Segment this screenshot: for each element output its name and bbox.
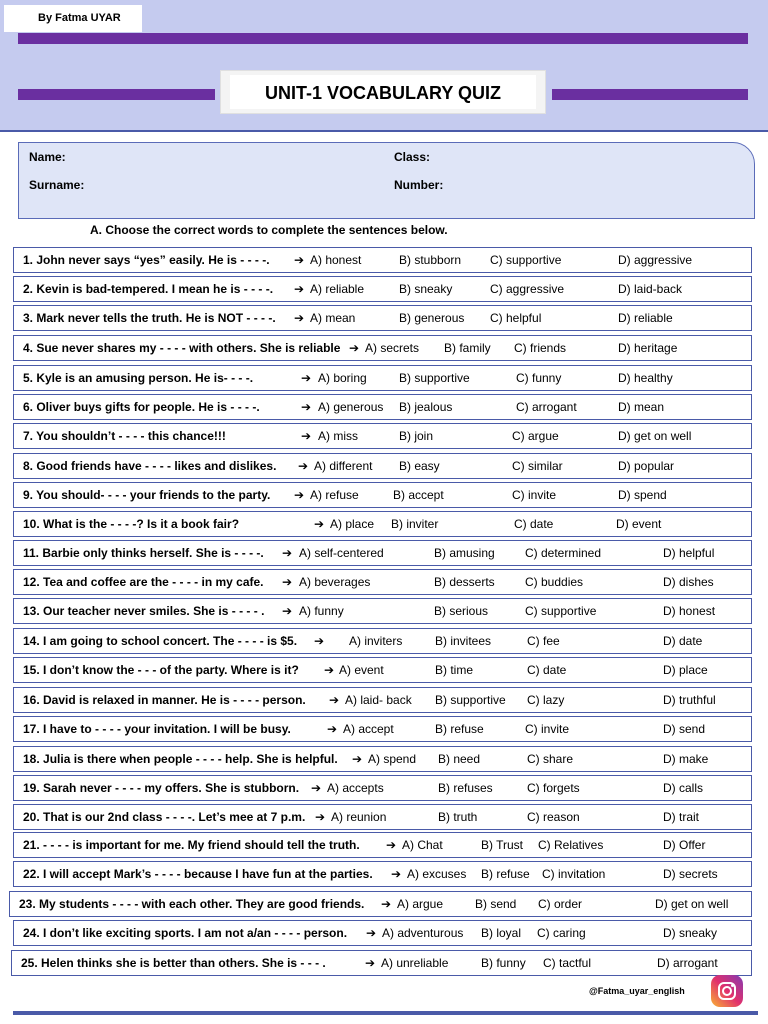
option-c: C) date: [514, 517, 554, 531]
question-row: [13, 746, 752, 772]
arrow-icon: ➔: [298, 459, 309, 473]
option-d: D) Offer: [663, 838, 706, 852]
option-b: B) send: [475, 897, 517, 911]
option-a: A) miss: [318, 429, 358, 443]
option-a: A) boring: [318, 371, 367, 385]
question-row: [13, 861, 752, 887]
option-c: C) order: [538, 897, 583, 911]
instruction-text: A. Choose the correct words to complete the sentences below.: [90, 223, 448, 237]
option-d: D) truthful: [663, 693, 716, 707]
question-row: [13, 276, 752, 302]
arrow-icon: ➔: [294, 311, 305, 325]
option-b: B) family: [444, 341, 491, 355]
option-d: D) popular: [618, 459, 675, 473]
question-text: 24. I don’t like exciting sports. I am not a/an - - - - person.: [23, 926, 348, 940]
arrow-icon: ➔: [314, 517, 325, 531]
option-a: A) excuses: [407, 867, 467, 881]
arrow-icon: ➔: [349, 341, 360, 355]
question-row: [13, 305, 752, 331]
question-text: 25. Helen thinks she is better than others. She is - - - .: [21, 956, 326, 970]
option-a: A) adventurous: [382, 926, 464, 940]
arrow-icon: ➔: [324, 663, 335, 677]
option-c: C) helpful: [490, 311, 542, 325]
question-text: 6. Oliver buys gifts for people. He is - - - -.: [23, 400, 260, 414]
option-d: D) reliable: [618, 311, 673, 325]
question-text: 3. Mark never tells the truth. He is NOT - - - -.: [23, 311, 276, 325]
arrow-icon: ➔: [282, 575, 293, 589]
option-c: C) tactful: [543, 956, 592, 970]
option-a: A) mean: [310, 311, 356, 325]
option-a: A) refuse: [310, 488, 359, 502]
question-text: 4. Sue never shares my - - - - with others. She is reliable: [23, 341, 341, 355]
option-a: A) honest: [310, 253, 362, 267]
arrow-icon: ➔: [301, 371, 312, 385]
option-b: B) funny: [481, 956, 526, 970]
option-d: D) mean: [618, 400, 665, 414]
option-c: C) buddies: [525, 575, 584, 589]
option-b: B) amusing: [434, 546, 495, 560]
option-c: C) forgets: [527, 781, 580, 795]
option-b: B) loyal: [481, 926, 522, 940]
question-row: [13, 716, 752, 742]
arrow-icon: ➔: [327, 722, 338, 736]
option-c: C) lazy: [527, 693, 565, 707]
option-d: D) place: [663, 663, 708, 677]
question-row: [13, 687, 752, 713]
arrow-icon: ➔: [386, 838, 397, 852]
option-a: A) inviters: [349, 634, 403, 648]
arrow-icon: ➔: [294, 282, 305, 296]
option-d: D) arrogant: [657, 956, 718, 970]
arrow-icon: ➔: [294, 253, 305, 267]
question-row: [13, 804, 752, 830]
question-row: [13, 920, 752, 946]
option-a: A) place: [330, 517, 375, 531]
option-b: B) supportive: [435, 693, 506, 707]
option-a: A) self-centered: [299, 546, 384, 560]
option-c: C) arrogant: [516, 400, 577, 414]
arrow-icon: ➔: [365, 956, 376, 970]
option-d: D) heritage: [618, 341, 678, 355]
option-b: B) invitees: [435, 634, 492, 648]
number-label: Number:: [394, 178, 444, 192]
option-b: B) Trust: [481, 838, 524, 852]
option-a: A) spend: [368, 752, 417, 766]
option-c: C) share: [527, 752, 574, 766]
question-row: [13, 423, 752, 449]
option-a: A) funny: [299, 604, 344, 618]
question-row: [13, 335, 752, 361]
option-b: B) truth: [438, 810, 478, 824]
option-d: D) event: [616, 517, 662, 531]
option-c: C) invite: [512, 488, 557, 502]
surname-label: Surname:: [29, 178, 85, 192]
option-d: D) calls: [663, 781, 704, 795]
option-c: C) reason: [527, 810, 580, 824]
question-row: [13, 453, 752, 479]
page-title: UNIT-1 VOCABULARY QUIZ: [230, 75, 536, 109]
option-c: C) friends: [514, 341, 567, 355]
question-text: 10. What is the - - - -? Is it a book fair?: [23, 517, 240, 531]
option-c: C) supportive: [525, 604, 597, 618]
option-d: D) secrets: [663, 867, 718, 881]
decorative-stripe: [18, 33, 748, 44]
option-b: B) accept: [393, 488, 444, 502]
option-a: A) event: [339, 663, 384, 677]
option-d: D) sneaky: [663, 926, 718, 940]
question-text: 15. I don’t know the - - - of the party. Where is it?: [23, 663, 299, 677]
option-c: C) invitation: [542, 867, 606, 881]
question-row: [13, 657, 752, 683]
option-c: C) aggressive: [490, 282, 565, 296]
option-c: C) Relatives: [538, 838, 604, 852]
arrow-icon: ➔: [352, 752, 363, 766]
instagram-handle: @Fatma_uyar_english: [589, 986, 685, 996]
option-d: D) laid-back: [618, 282, 683, 296]
option-d: D) make: [663, 752, 709, 766]
option-b: B) serious: [434, 604, 489, 618]
question-text: 18. Julia is there when people - - - - help. She is helpful.: [23, 752, 338, 766]
author-label: By Fatma UYAR: [4, 5, 142, 32]
arrow-icon: ➔: [391, 867, 402, 881]
arrow-icon: ➔: [381, 897, 392, 911]
option-c: C) argue: [512, 429, 559, 443]
question-text: 9. You should- - - - your friends to the party.: [23, 488, 271, 502]
arrow-icon: ➔: [301, 429, 312, 443]
option-b: B) refuse: [481, 867, 530, 881]
footer-divider: [13, 1011, 758, 1015]
option-d: D) honest: [663, 604, 716, 618]
option-a: A) reliable: [310, 282, 365, 296]
arrow-icon: ➔: [282, 604, 293, 618]
option-b: B) join: [399, 429, 434, 443]
option-b: B) sneaky: [399, 282, 453, 296]
option-d: D) send: [663, 722, 706, 736]
option-a: A) beverages: [299, 575, 371, 589]
arrow-icon: ➔: [329, 693, 340, 707]
option-c: C) funny: [516, 371, 562, 385]
option-a: A) argue: [397, 897, 444, 911]
arrow-icon: ➔: [311, 781, 322, 795]
option-b: B) stubborn: [399, 253, 462, 267]
option-a: A) secrets: [365, 341, 420, 355]
option-c: C) fee: [527, 634, 560, 648]
question-row: [13, 365, 752, 391]
question-text: 1. John never says “yes” easily. He is - - - -.: [23, 253, 270, 267]
question-text: 11. Barbie only thinks herself. She is - - - -.: [23, 546, 264, 560]
option-d: D) get on well: [618, 429, 692, 443]
question-text: 20. That is our 2nd class - - - -. Let’s mee at 7 p.m.: [23, 810, 306, 824]
decorative-stripe: [552, 89, 748, 100]
question-text: 22. I will accept Mark’s - - - - because I have fun at the parties.: [23, 867, 373, 881]
arrow-icon: ➔: [301, 400, 312, 414]
question-row: [11, 950, 752, 976]
option-b: B) jealous: [399, 400, 453, 414]
arrow-icon: ➔: [366, 926, 377, 940]
option-d: D) trait: [663, 810, 699, 824]
option-b: B) need: [438, 752, 481, 766]
question-row: [13, 832, 752, 858]
option-c: C) determined: [525, 546, 602, 560]
option-a: A) accept: [343, 722, 394, 736]
question-text: 17. I have to - - - - your invitation. I will be busy.: [23, 722, 291, 736]
option-c: C) similar: [512, 459, 563, 473]
question-text: 5. Kyle is an amusing person. He is- - - -.: [23, 371, 254, 385]
header-banner: [0, 0, 768, 132]
option-c: C) date: [527, 663, 567, 677]
arrow-icon: ➔: [314, 634, 325, 648]
question-text: 23. My students - - - - with each other. They are good friends.: [19, 897, 365, 911]
question-text: 14. I am going to school concert. The - - - - is $5.: [23, 634, 298, 648]
option-b: B) easy: [399, 459, 440, 473]
option-d: D) aggressive: [618, 253, 693, 267]
question-row: [13, 482, 752, 508]
option-c: C) caring: [537, 926, 586, 940]
option-a: A) unreliable: [381, 956, 449, 970]
question-text: 7. You shouldn’t - - - - this chance!!!: [23, 429, 226, 443]
option-a: A) laid- back: [345, 693, 412, 707]
question-text: 16. David is relaxed in manner. He is - - - - person.: [23, 693, 306, 707]
arrow-icon: ➔: [294, 488, 305, 502]
option-b: B) inviter: [391, 517, 439, 531]
question-text: 2. Kevin is bad-tempered. I mean he is - - - -.: [23, 282, 274, 296]
question-text: 21. - - - - is important for me. My friend should tell the truth.: [23, 838, 360, 852]
instagram-icon: [711, 975, 743, 1007]
arrow-icon: ➔: [315, 810, 326, 824]
question-row: [13, 775, 752, 801]
question-row: [13, 394, 752, 420]
student-info-box: [18, 142, 755, 219]
option-a: A) different: [314, 459, 373, 473]
option-b: B) supportive: [399, 371, 470, 385]
question-row: [13, 628, 752, 654]
decorative-stripe: [18, 89, 215, 100]
arrow-icon: ➔: [282, 546, 293, 560]
option-b: B) refuses: [438, 781, 493, 795]
option-d: D) helpful: [663, 546, 715, 560]
option-b: B) refuse: [435, 722, 484, 736]
question-row: [13, 569, 752, 595]
class-label: Class:: [394, 150, 431, 164]
option-a: A) generous: [318, 400, 384, 414]
option-a: A) accepts: [327, 781, 384, 795]
option-d: D) date: [663, 634, 703, 648]
question-text: 8. Good friends have - - - - likes and dislikes.: [23, 459, 277, 473]
option-d: D) dishes: [663, 575, 714, 589]
option-d: D) get on well: [655, 897, 729, 911]
option-a: A) reunion: [331, 810, 387, 824]
question-row: [13, 540, 752, 566]
option-b: B) desserts: [434, 575, 495, 589]
option-b: B) time: [435, 663, 474, 677]
question-row: [13, 511, 752, 537]
question-row: [13, 598, 752, 624]
question-text: 13. Our teacher never smiles. She is - - - - .: [23, 604, 265, 618]
option-a: A) Chat: [402, 838, 443, 852]
question-text: 12. Tea and coffee are the - - - - in my cafe.: [23, 575, 264, 589]
question-row: [9, 891, 752, 917]
option-d: D) spend: [618, 488, 667, 502]
option-b: B) generous: [399, 311, 465, 325]
question-row: [13, 247, 752, 273]
option-c: C) invite: [525, 722, 570, 736]
question-text: 19. Sarah never - - - - my offers. She is stubborn.: [23, 781, 300, 795]
option-c: C) supportive: [490, 253, 562, 267]
name-label: Name:: [29, 150, 66, 164]
option-d: D) healthy: [618, 371, 673, 385]
